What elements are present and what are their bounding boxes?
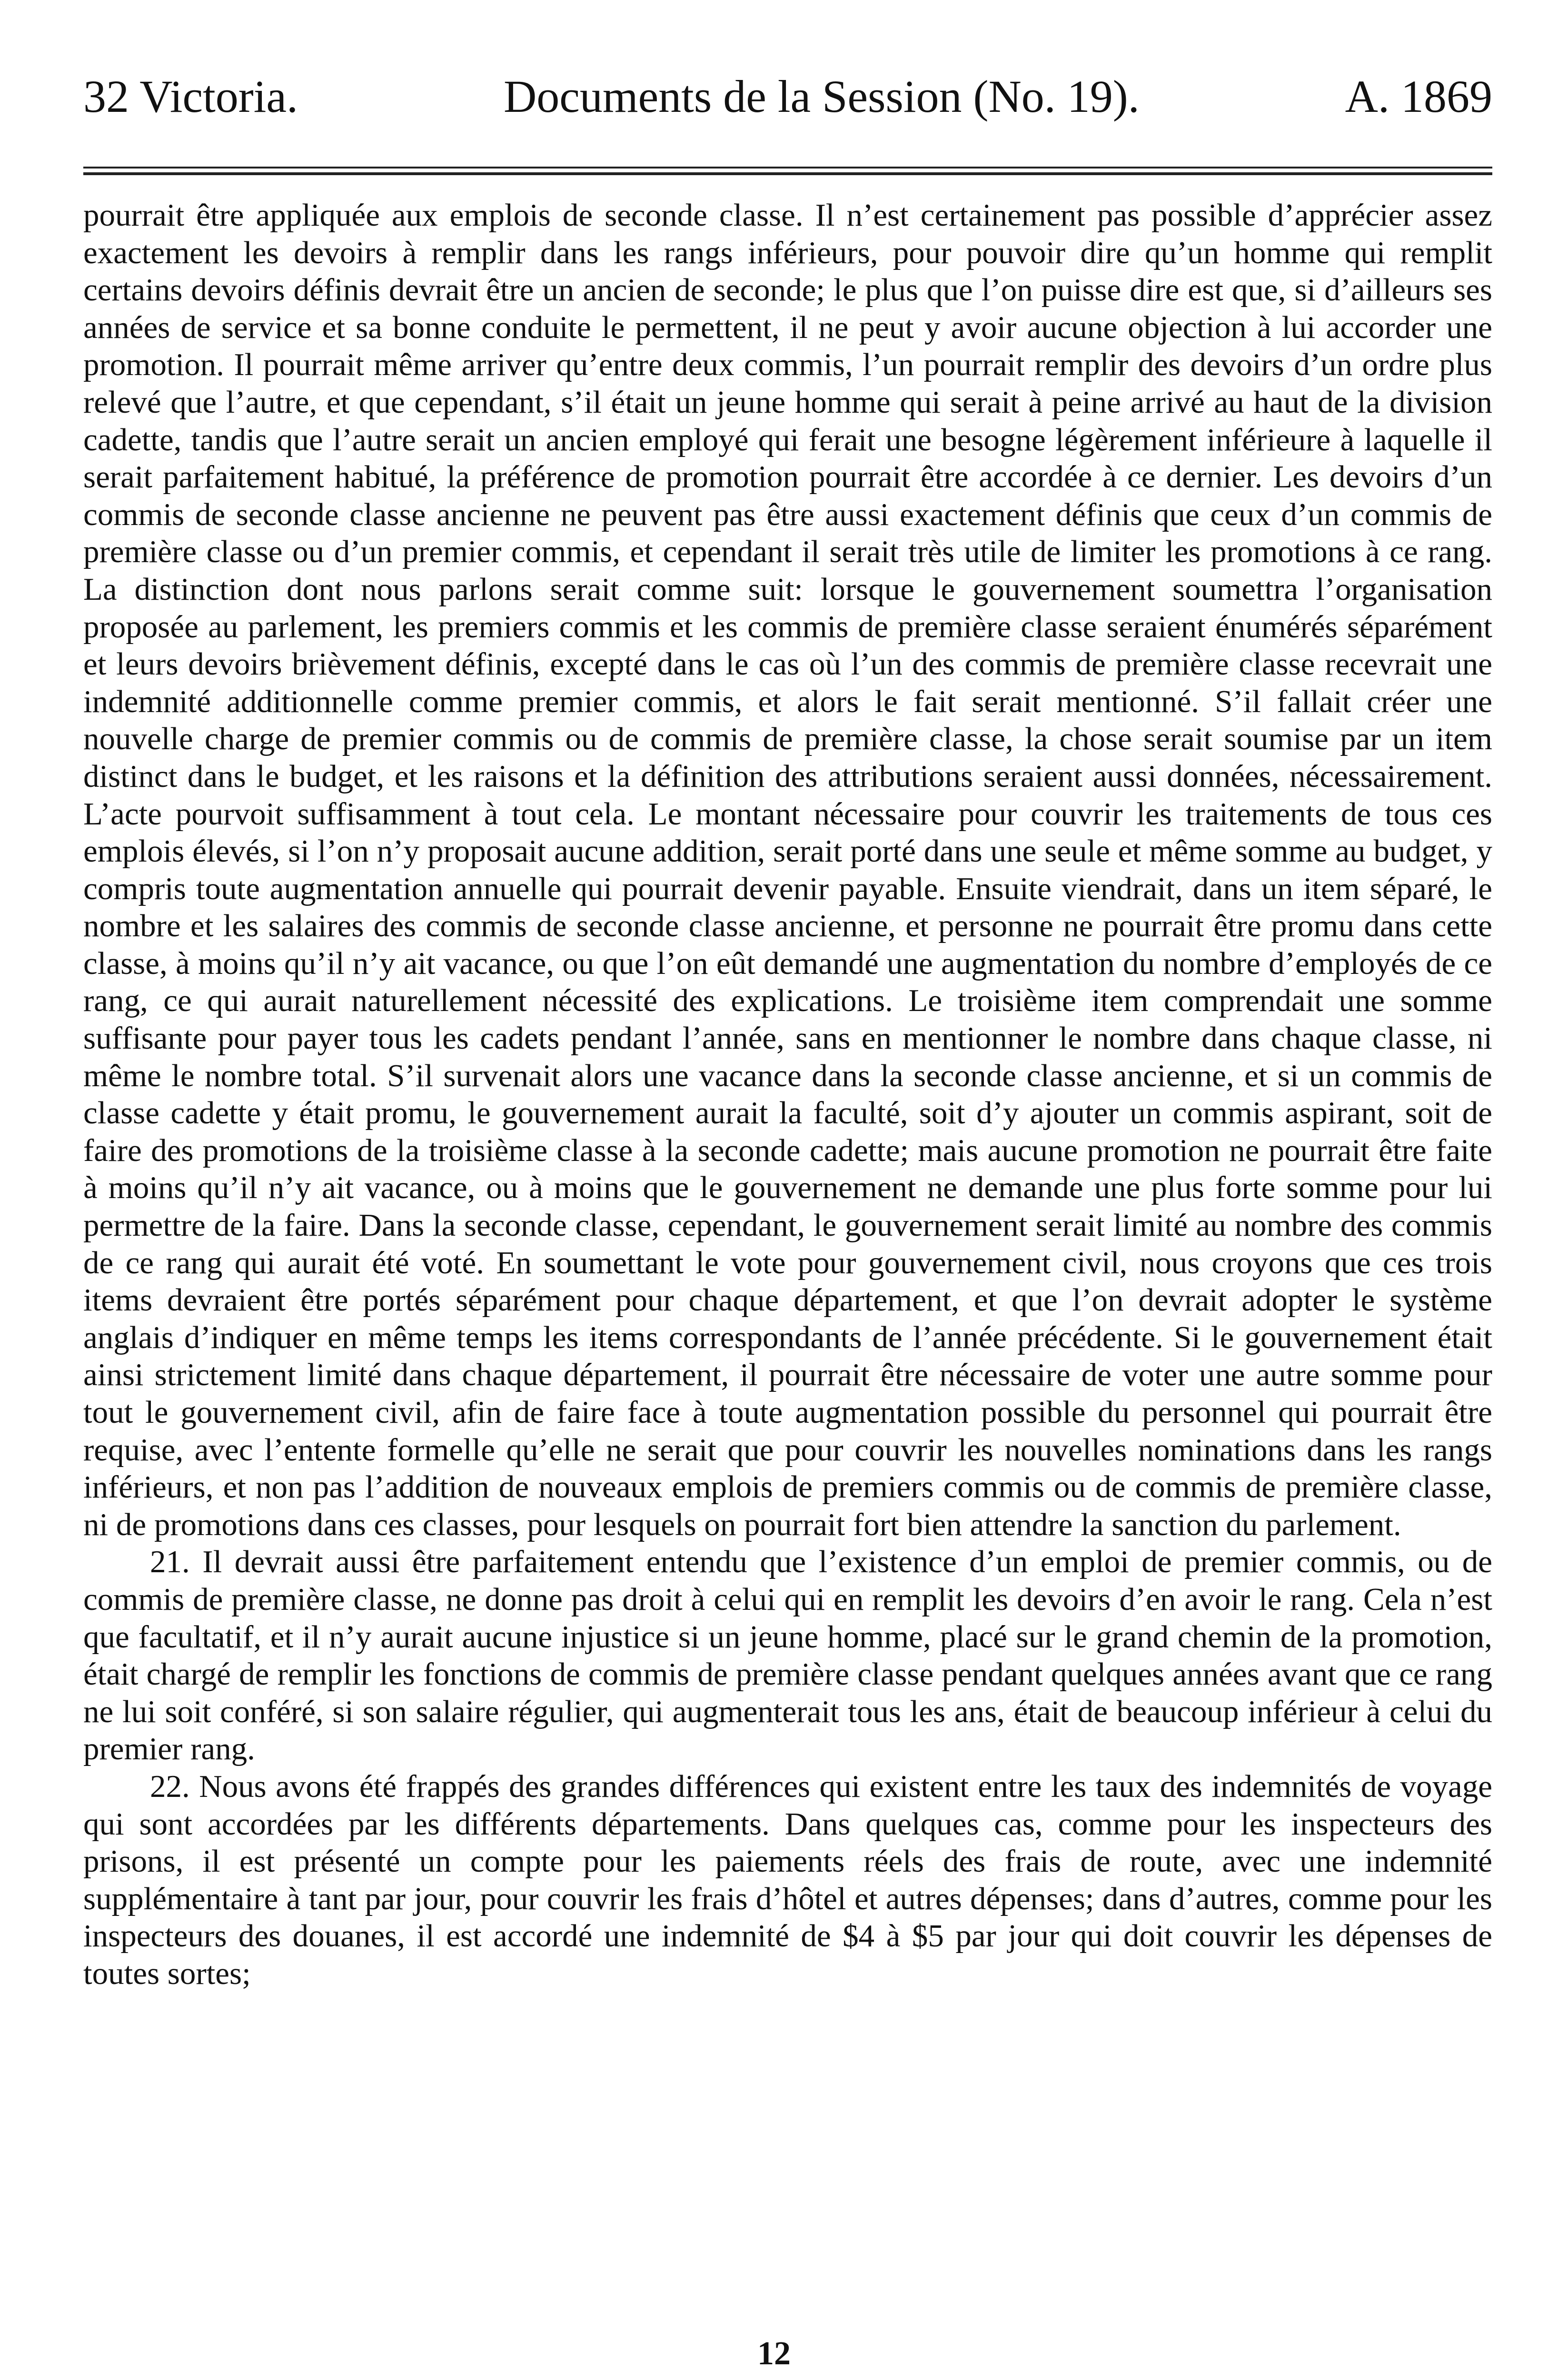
header-left: 32 Victoria. <box>83 71 298 122</box>
paragraph-21: 21. Il devrait aussi être parfaitement entendu que l’existence d’un emploi de premier commis, ou de commis de première classe, ne donne pas droit à celui qui en remplit les devoirs d’en avoir le rang. Cela n’est que facultatif, et il n’y aurait aucune injustice si un jeune homme, placé sur le grand chemin de la promotion, était chargé de remplir les fonctions de commis de première classe pendant quelques années avant que ce rang ne lui soit conféré, si son salaire régulier, qui augmenterait tous les ans, était de beaucoup inférieur à celui du premier rang. <box>83 1544 1492 1767</box>
header-center: Documents de la Session (No. 19). <box>503 71 1140 122</box>
running-header <box>83 71 1492 133</box>
page-number: 12 <box>757 2335 791 2372</box>
header-rule-thin <box>83 167 1492 169</box>
header-rule-thick <box>83 172 1492 175</box>
document-page <box>83 71 1492 1993</box>
header-right: A. 1869 <box>1345 71 1492 122</box>
paragraph-continued: pourrait être appliquée aux emplois de seconde classe. Il n’est certainement pas possible d’apprécier assez exactement les devoirs à remplir dans les rangs inférieurs, pour pouvoir dire qu’un homme qui remplit certains devoirs définis devrait être un ancien de seconde; le plus que l’on puisse dire est que, si d’ailleurs ses années de service et sa bonne conduite le permettent, il ne peut y avoir aucune objection à lui accorder une promotion. Il pourrait même arriver qu’entre deux commis, l’un pourrait remplir des devoirs d’un ordre plus relevé que l’autre, et que cependant, s’il était un jeune homme qui serait à peine arrivé au haut de la division cadette, tandis que l’autre serait un ancien employé qui ferait une besogne légèrement inférieure à laquelle il serait parfaitement habitué, la préférence de promotion pourrait être accordée à ce dernier. Les devoirs d’un commis de seconde classe ancienne ne peuvent pas être aussi exactement définis que ceux d’un commis de première classe ou d’un premier commis, et cependant il serait très utile de limiter les promotions à ce rang. La distinction dont nous parlons serait comme suit: lorsque le gouvernement soumettra l’organisation proposée au parlement, les premiers commis et les commis de première classe seraient énumérés séparément et leurs devoirs brièvement définis, excepté dans le cas où l’un des commis de première classe recevrait une indemnité additionnelle comme premier commis, et alors le fait serait mentionné. S’il fallait créer une nouvelle charge de premier commis ou de commis de première classe, la chose serait soumise par un item distinct dans le budget, et les raisons et la définition des attributions seraient aussi données, nécessairement. L’acte pourvoit suffisamment à tout cela. Le montant nécessaire pour couvrir les traitements de tous ces emplois élevés, si l’on n’y proposait aucune addition, serait porté dans une seule et même somme au budget, y compris toute augmentation annuelle qui pourrait devenir payable. Ensuite viendrait, dans un item séparé, le nombre et les salaires des commis de seconde classe ancienne, et personne ne pourrait être promu dans cette classe, à moins qu’il n’y ait vacance, ou que l’on eût demandé une augmentation du nombre d’employés de ce rang, ce qui aurait naturellement nécessité des explications. Le troisième item comprendait une somme suffisante pour payer tous les cadets pendant l’année, sans en mentionner le nombre dans chaque classe, ni même le nombre total. S’il survenait alors une vacance dans la seconde classe ancienne, et si un commis de classe cadette y était promu, le gouvernement aurait la faculté, soit d’y ajouter un commis aspirant, soit de faire des promotions de la troisième classe à la seconde cadette; mais aucune promotion ne pourrait être faite à moins qu’il n’y ait vacance, ou à moins que le gouvernement ne demande une plus forte somme pour lui permettre de la faire. Dans la seconde classe, cependant, le gouvernement serait limité au nombre des commis de ce rang qui aurait été voté. En soumettant le vote pour gouvernement civil, nous croyons que ces trois items devraient être portés séparément pour chaque département, et que l’on devrait adopter le système anglais d’indiquer en même temps les items correspondants de l’année précédente. Si le gouvernement était ainsi strictement limité dans chaque département, il pourrait être nécessaire de voter une autre somme pour tout le gouvernement civil, afin de faire face à toute augmentation possible du personnel qui pourrait être requise, avec l’entente formelle qu’elle ne serait que pour couvrir les nouvelles nominations dans les rangs inférieurs, et non pas l’addition de nouveaux emplois de premiers commis ou de commis de première classe, ni de promotions dans ces classes, pour lesquels on pourrait fort bien attendre la sanction du parlement. <box>83 198 1492 1542</box>
body-text <box>83 197 1492 1993</box>
paragraph-22: 22. Nous avons été frappés des grandes différences qui existent entre les taux des indemnités de voyage qui sont accordées par les différents départements. Dans quelques cas, comme pour les inspecteurs des prisons, il est présenté un compte pour les paiements réels des frais de route, avec une indemnité supplémentaire à tant par jour, pour couvrir les frais d’hôtel et autres dépenses; dans d’autres, comme pour les inspecteurs des douanes, il est accordé une indemnité de $4 à $5 par jour qui doit couvrir les dépenses de toutes sortes; <box>83 1768 1492 1991</box>
